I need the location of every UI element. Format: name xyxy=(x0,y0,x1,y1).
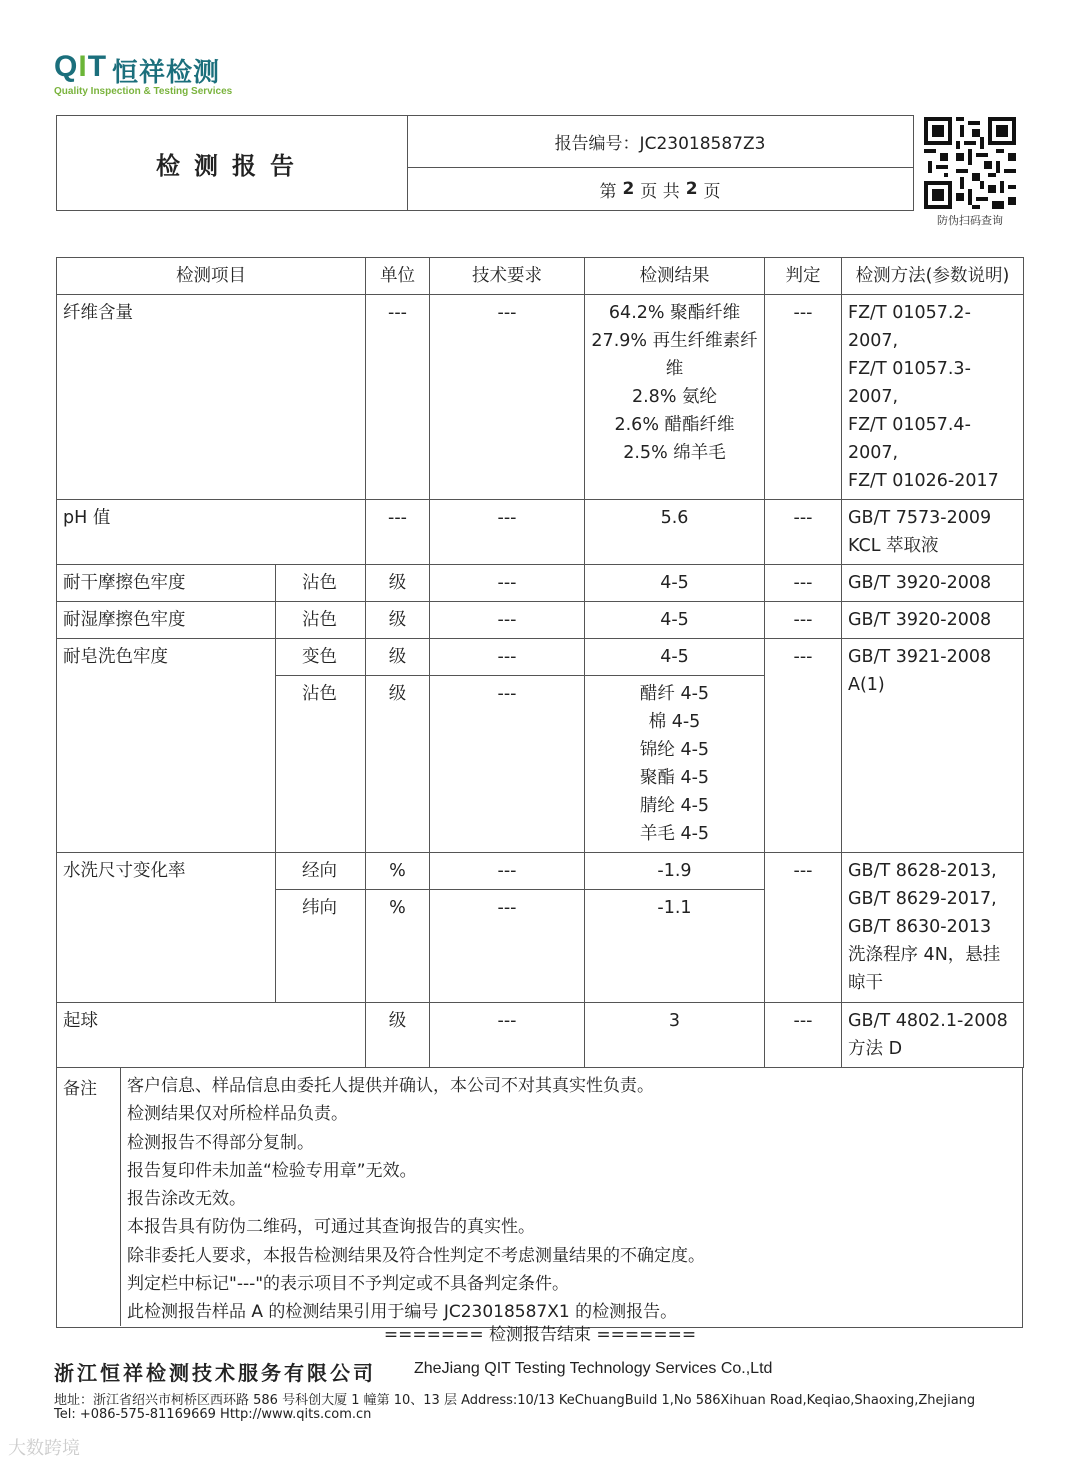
company-address: 地址：浙江省绍兴市柯桥区西环路 586 号科创大厦 1 幢第 10、13 层 Address:10/13 KeChuangBuild 1,No 586Xihuan Road,Keqiao,Shaoxing,Zhejiang xyxy=(54,1393,976,1408)
table-row xyxy=(57,295,1024,500)
remarks-label: 备注 xyxy=(57,1068,121,1326)
sub-item-cell: 变色 xyxy=(276,639,366,676)
requirement-cell: --- xyxy=(430,602,585,639)
requirement-cell: --- xyxy=(430,890,585,1003)
method-cell: GB/T 3921-2008 A(1) xyxy=(842,639,1024,853)
unit-cell: 级 xyxy=(366,602,430,639)
result-cell: 醋纤 4-5 棉 4-5 锦纶 4-5 聚酯 4-5 腈纶 4-5 羊毛 4-5 xyxy=(585,676,765,853)
unit-cell: 级 xyxy=(366,1003,430,1068)
sub-item-cell: 经向 xyxy=(276,853,366,890)
result-cell: -1.9 xyxy=(585,853,765,890)
result-cell: -1.1 xyxy=(585,890,765,1003)
company-logo xyxy=(54,50,107,84)
item-cell: 水洗尺寸变化率 xyxy=(57,853,276,1003)
logo-letter-i: I xyxy=(78,50,88,83)
sub-item-cell: 沾色 xyxy=(276,602,366,639)
unit-cell: --- xyxy=(366,500,430,565)
report-title: 检测报告 xyxy=(57,116,408,210)
company-name-cn: 浙江恒祥检测技术服务有限公司 xyxy=(54,1361,376,1385)
logo-subtitle: Quality Inspection & Testing Services xyxy=(54,86,233,97)
sub-item-cell: 纬向 xyxy=(276,890,366,1003)
requirement-cell: --- xyxy=(430,565,585,602)
report-end-marker: ======= 检测报告结束 ======= xyxy=(383,1325,697,1345)
unit-cell: % xyxy=(366,853,430,890)
company-contact: Tel: +086-575-81169669 Http://www.qits.com.cn xyxy=(54,1407,372,1422)
requirement-cell: --- xyxy=(430,676,585,853)
item-cell: 起球 xyxy=(57,1003,366,1068)
remark-line: 判定栏中标记"---"的表示项目不予判定或不具备判定条件。 xyxy=(127,1274,570,1295)
table-row xyxy=(57,639,1024,676)
table-row xyxy=(57,500,1024,565)
result-cell: 4-5 xyxy=(585,639,765,676)
total-pages: 2 xyxy=(685,179,698,199)
header-requirement: 技术要求 xyxy=(430,258,585,295)
remarks-list xyxy=(127,1072,705,1327)
judgement-cell: --- xyxy=(765,639,842,853)
unit-cell: --- xyxy=(366,295,430,500)
header-result: 检测结果 xyxy=(585,258,765,295)
logo-letter-q: Q xyxy=(54,50,79,83)
remark-line: 报告复印件未加盖“检验专用章”无效。 xyxy=(127,1160,417,1181)
judgement-cell: --- xyxy=(765,1003,842,1068)
remark-line: 检测报告不得部分复制。 xyxy=(127,1132,314,1153)
current-page: 2 xyxy=(622,179,635,199)
report-header xyxy=(56,115,914,211)
judgement-cell: --- xyxy=(765,853,842,1003)
remark-line: 除非委托人要求，本报告检测结果及符合性判定不考虑测量结果的不确定度。 xyxy=(127,1245,705,1266)
sub-item-cell: 沾色 xyxy=(276,565,366,602)
table-row xyxy=(57,1003,1024,1068)
remark-line: 本报告具有防伪二维码，可通过其查询报告的真实性。 xyxy=(127,1217,535,1238)
requirement-cell: --- xyxy=(430,1003,585,1068)
logo-letter-t: T xyxy=(87,50,108,83)
requirement-cell: --- xyxy=(430,853,585,890)
item-cell: 耐皂洗色牢度 xyxy=(57,639,276,853)
table-row xyxy=(57,853,1024,890)
watermark: 大数跨境 xyxy=(8,1438,80,1459)
remarks-section xyxy=(56,1068,1023,1328)
sub-item-cell: 沾色 xyxy=(276,676,366,853)
test-results-table xyxy=(56,257,1024,1068)
result-cell: 4-5 xyxy=(585,602,765,639)
result-cell: 5.6 xyxy=(585,500,765,565)
header-judgement: 判定 xyxy=(765,258,842,295)
result-cell: 64.2% 聚酯纤维 27.9% 再生纤维素纤维 2.8% 氨纶 2.6% 醋酯纤维 2.5% 绵羊毛 xyxy=(585,295,765,500)
remark-line: 此检测报告样品 A 的检测结果引用于编号 JC23018587X1 的检测报告。 xyxy=(127,1302,678,1323)
header-method: 检测方法(参数说明) xyxy=(842,258,1024,295)
item-cell: 耐干摩擦色牢度 xyxy=(57,565,276,602)
method-cell: FZ/T 01057.2-2007, FZ/T 01057.3-2007, FZ/T 01057.4-2007, FZ/T 01026-2017 xyxy=(842,295,1024,500)
item-cell: pH 值 xyxy=(57,500,366,565)
table-row xyxy=(57,602,1024,639)
remark-line: 客户信息、样品信息由委托人提供并确认，本公司不对其真实性负责。 xyxy=(127,1076,654,1096)
logo-chinese-name: 恒祥检测 xyxy=(112,58,221,88)
report-number: 报告编号：JC23018587Z3 xyxy=(407,116,913,168)
remark-line: 检测结果仅对所检样品负责。 xyxy=(127,1104,348,1125)
method-cell: GB/T 3920-2008 xyxy=(842,565,1024,602)
table-header-row xyxy=(57,258,1024,295)
item-cell: 纤维含量 xyxy=(57,295,366,500)
method-cell: GB/T 8628-2013, GB/T 8629-2017, GB/T 8630-2013 洗涤程序 4N，悬挂晾干 xyxy=(842,853,1024,1003)
unit-cell: 级 xyxy=(366,565,430,602)
remark-line: 报告涂改无效。 xyxy=(127,1189,246,1210)
header-item: 检测项目 xyxy=(57,258,366,295)
qr-caption: 防伪扫码查询 xyxy=(937,214,1003,227)
page-indicator: 第 2 页 共 2 页 xyxy=(599,179,721,202)
judgement-cell: --- xyxy=(765,602,842,639)
table-row xyxy=(57,565,1024,602)
method-cell: GB/T 7573-2009 KCL 萃取液 xyxy=(842,500,1024,565)
requirement-cell: --- xyxy=(430,639,585,676)
method-cell: GB/T 4802.1-2008 方法 D xyxy=(842,1003,1024,1068)
qr-code-icon[interactable] xyxy=(924,117,1016,209)
method-cell: GB/T 3920-2008 xyxy=(842,602,1024,639)
result-cell: 4-5 xyxy=(585,565,765,602)
unit-cell: % xyxy=(366,890,430,1003)
item-cell: 耐湿摩擦色牢度 xyxy=(57,602,276,639)
judgement-cell: --- xyxy=(765,500,842,565)
unit-cell: 级 xyxy=(366,676,430,853)
judgement-cell: --- xyxy=(765,565,842,602)
unit-cell: 级 xyxy=(366,639,430,676)
requirement-cell: --- xyxy=(430,295,585,500)
requirement-cell: --- xyxy=(430,500,585,565)
result-cell: 3 xyxy=(585,1003,765,1068)
header-unit: 单位 xyxy=(366,258,430,295)
judgement-cell: --- xyxy=(765,295,842,500)
company-name-en: ZheJiang QIT Testing Technology Services Co.,Ltd xyxy=(414,1360,773,1377)
